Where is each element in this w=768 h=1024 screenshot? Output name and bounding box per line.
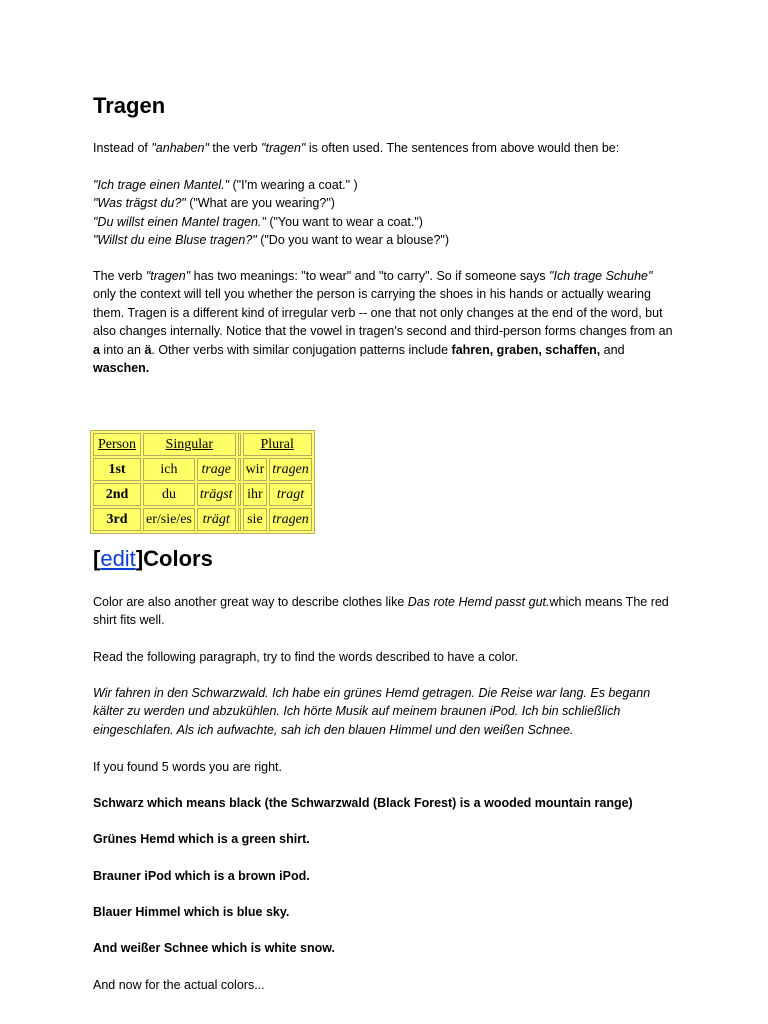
- header-person: Person: [93, 433, 141, 456]
- example-german: "Du willst einen Mantel tragen.": [93, 214, 266, 229]
- text-run: the verb: [208, 141, 262, 155]
- table-row: [93, 458, 312, 481]
- singular-pronoun: du: [143, 483, 195, 506]
- section-heading-tragen: Tragen: [93, 93, 166, 118]
- answer-item: Blauer Himmel which is blue sky.: [93, 905, 290, 919]
- column-gap: [238, 508, 241, 531]
- text-run: has two meanings: "to wear" and "to carry". So if someone says: [190, 269, 550, 283]
- plural-pronoun: ihr: [243, 483, 268, 506]
- conjugation-table: [90, 430, 315, 534]
- example-german: "Was trägst du?": [93, 196, 186, 211]
- story-paragraph: Wir fahren in den Schwarzwald. Ich habe ein grünes Hemd getragen. Die Reise war lang. Es begann kälter zu werden und abzukühlen. Ich hörte Musik auf meinem braunen iPod. Ich bin schließlich eingeschlafen. Als ich aufwachte, sah ich den blauen Himmel und den weißen Schnee.: [93, 686, 651, 737]
- singular-verb: trägst: [197, 483, 236, 506]
- answer-item: And weißer Schnee which is white snow.: [93, 941, 335, 955]
- example-german: "Ich trage einen Mantel.": [93, 178, 230, 192]
- bracket-open: [: [93, 546, 101, 571]
- text-run: Instead of: [93, 141, 152, 155]
- example-german: "Willst du eine Bluse tragen?": [93, 233, 257, 248]
- answer-item: Grünes Hemd which is a green shirt.: [93, 832, 310, 846]
- answer-item: Schwarz which means black (the Schwarzwald (Black Forest) is a wooded mountain range): [93, 796, 633, 810]
- text-run: and: [600, 342, 625, 357]
- person-cell: 3rd: [93, 508, 141, 531]
- similar-verbs: fahren, graben, schaffen,: [451, 342, 601, 357]
- term-tragen: "tragen": [145, 269, 191, 283]
- example-sentences: [93, 176, 678, 250]
- person-cell: 1st: [93, 458, 141, 481]
- example-english: ("You want to wear a coat."): [265, 214, 423, 229]
- example-english: ("I'm wearing a coat." ): [229, 178, 358, 192]
- tragen-meaning-paragraph: [93, 267, 678, 377]
- plural-verb: tragen: [269, 458, 312, 481]
- plural-pronoun: sie: [243, 508, 268, 531]
- singular-verb: trägt: [197, 508, 236, 531]
- conjugation-table-wrapper: [90, 430, 315, 534]
- similar-verb-waschen: waschen.: [93, 361, 150, 376]
- singular-pronoun: ich: [143, 458, 195, 481]
- found-note: If you found 5 words you are right.: [93, 760, 282, 774]
- text-run: which means The red shirt fits well.: [93, 595, 669, 628]
- example-english: ("Do you want to wear a blouse?"): [256, 233, 450, 248]
- vowel-a-umlaut: ä: [144, 342, 152, 357]
- colors-intro-paragraph: [93, 593, 678, 630]
- column-gap: [238, 433, 241, 456]
- header-singular: Singular: [143, 433, 236, 456]
- closing-line: And now for the actual colors...: [93, 978, 265, 992]
- plural-verb: tragen: [269, 508, 312, 531]
- text-run: . Other verbs with similar conjugation patterns include: [151, 342, 452, 357]
- edit-link[interactable]: edit: [100, 546, 136, 571]
- bracket-close: ]: [135, 546, 144, 571]
- term-tragen: "tragen": [261, 141, 306, 155]
- text-run: only the context will tell you whether the person is carrying the shoes in his hands or actually wearing them. Tragen is a different kind of irregular verb -- one that not only changes at the end of the word, but also changes internally. Notice that the vowel in tragen's second and third-person forms changes from an: [93, 287, 673, 339]
- plural-pronoun: wir: [243, 458, 268, 481]
- table-row: [93, 483, 312, 506]
- column-gap: [238, 458, 241, 481]
- section-title: Colors: [143, 546, 213, 571]
- read-instruction: Read the following paragraph, try to find the words described to have a color.: [93, 650, 519, 664]
- example-german: Das rote Hemd passt gut.: [407, 595, 550, 609]
- example-english: ("What are you wearing?"): [185, 196, 335, 211]
- table-header-row: [93, 433, 312, 456]
- person-cell: 2nd: [93, 483, 141, 506]
- singular-verb: trage: [197, 458, 236, 481]
- text-run: Color are also another great way to describe clothes like: [93, 595, 408, 609]
- column-gap: [238, 483, 241, 506]
- term-anhaben: "anhaben": [151, 141, 209, 155]
- term-ich-trage-schuhe: "Ich trage Schuhe": [549, 269, 653, 283]
- text-run: The verb: [93, 269, 146, 283]
- answer-item: Brauner iPod which is a brown iPod.: [93, 869, 310, 883]
- text-run: into an: [99, 342, 145, 357]
- plural-verb: tragt: [269, 483, 312, 506]
- table-row: [93, 508, 312, 531]
- vowel-a: a: [93, 342, 100, 357]
- tragen-intro-paragraph: [93, 139, 678, 157]
- singular-pronoun: er/sie/es: [143, 508, 195, 531]
- text-run: is often used. The sentences from above would then be:: [305, 141, 620, 155]
- section-heading-colors: [93, 546, 213, 572]
- header-plural: Plural: [243, 433, 312, 456]
